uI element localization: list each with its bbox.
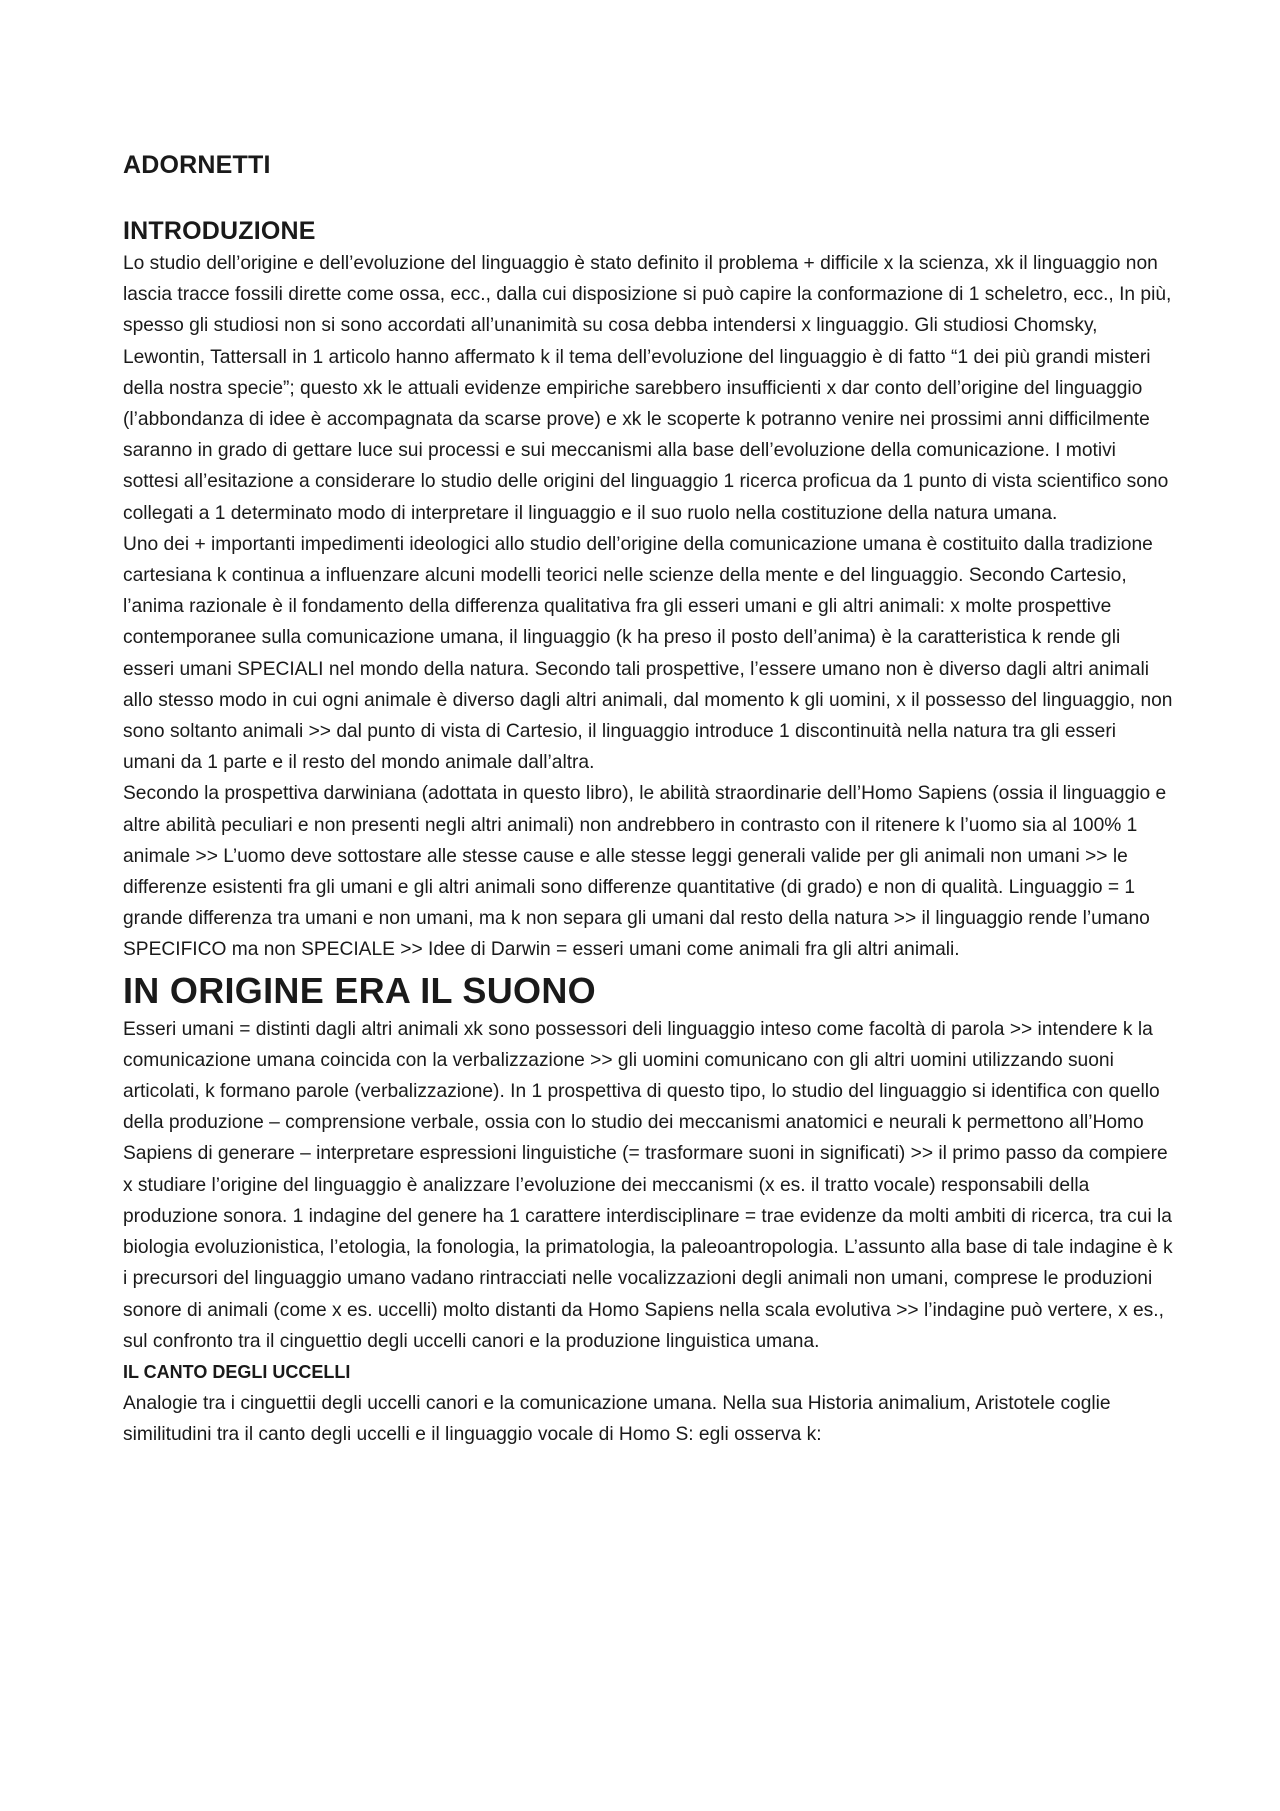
birds-paragraph: Analogie tra i cinguettii degli uccelli canori e la comunicazione umana. Nella sua Historia animalium, Aristotele coglie similitudini tra il canto degli uccelli e il linguaggio vocale di Homo S: egli osserva k:: [123, 1392, 1111, 1446]
origin-paragraph: Esseri umani = distinti dagli altri animali xk sono possessori deli linguaggio inteso come facoltà di parola >> intendere k la comunicazione umana coincida con la verbalizzazione >> gli uomini comunicano con gli altri uomini utilizzando suoni articolati, k formano parole (verbalizzazione). In 1 prospettiva di questo tipo, lo studio del linguaggio si identifica con quello della produzione – comprensione verbale, ossia con lo studio dei meccanismi anatomici e neurali k permettono all’Homo Sapiens di generare – interpretare espressioni linguistiche (= trasformare suoni in significati) >> il primo passo da compiere x studiare l’origine del linguaggio è analizzare l’evoluzione dei meccanismi (x es. il tratto vocale) responsabili della produzione sonora. 1 indagine del genere ha 1 carattere interdisciplinare = trae evidenze da molti ambiti di ricerca, tra cui la biologia evoluzionistica, l’etologia, la fonologia, la primatologia, la paleoantropologia. L’assunto alla base di tale indagine è k i precursori del linguaggio umano vadano rintracciati nelle vocalizzazioni degli animali non umani, comprese le produzioni sonore di animali (come x es. uccelli) molto distanti da Homo Sapiens nella scala evolutiva >> l’indagine può vertere, x es., sul confronto tra il cinguettio degli uccelli canori e la produzione linguistica umana.: [123, 1018, 1173, 1352]
intro-paragraph-3: Secondo la prospettiva darwiniana (adottata in questo libro), le abilità straordinarie dell’Homo Sapiens (ossia il linguaggio e altre abilità peculiari e non presenti negli altri animali) non andrebbero in contrasto con il ritenere k l’uomo sia al 100% 1 animale >> L’uomo deve sottostare alle stesse cause e alle stesse leggi generali valide per gli animali non umani >> le differenze esistenti fra gli umani e gli altri animali sono differenze quantitative (di grado) e non di qualità. Linguaggio = 1 grande differenza tra umani e non umani, ma k non separa gli umani dal resto della natura >> il linguaggio rende l’umano SPECIFICO ma non SPECIALE >> Idee di Darwin = esseri umani come animali fra gli altri animali.: [123, 783, 1167, 961]
section-title-in-origine: IN ORIGINE ERA IL SUONO: [123, 969, 596, 1011]
section-title-introduzione: INTRODUZIONE: [123, 217, 316, 245]
intro-paragraph-1: Lo studio dell’origine e dell’evoluzione del linguaggio è stato definito il problema + difficile x la scienza, xk il linguaggio non lascia tracce fossili dirette come ossa, ecc., dalla cui disposizione si può capire la conformazione di 1 scheletro, ecc., In più, spesso gli studiosi non si sono accordati all’unanimità su cosa debba intendersi x linguaggio. Gli studiosi Chomsky, Lewontin, Tattersall in 1 articolo hanno affermato k il tema dell’evoluzione del linguaggio è di fatto “1 dei più grandi misteri della nostra specie”; questo xk le attuali evidenze empiriche sarebbero insufficienti x dar conto dell’origine del linguaggio (l’abbondanza di idee è accompagnata da scarse prove) e xk le scoperte k potranno venire nei prossimi anni difficilmente saranno in grado di gettare luce sui processi e sui meccanismi alla base dell’evoluzione della comunicazione. I motivi sottesi all’esitazione a considerare lo studio delle origini del linguaggio 1 ricerca proficua da 1 punto di vista scientifico sono collegati a 1 determinato modo di interpretare il linguaggio e il suo ruolo nella costituzione della natura umana.: [123, 253, 1172, 524]
subsection-title-canto-uccelli: IL CANTO DEGLI UCCELLI: [123, 1361, 351, 1382]
intro-paragraph-2: Uno dei + importanti impedimenti ideologici allo studio dell’origine della comunicazione umana è costituito dalla tradizione cartesiana k continua a influenzare alcuni modelli teorici nelle scienze della mente e del linguaggio. Secondo Cartesio, l’anima razionale è il fondamento della differenza qualitativa fra gli esseri umani e gli altri animali: x molte prospettive contemporanee sulla comunicazione umana, il linguaggio (k ha preso il posto dell’anima) è la caratteristica k rende gli esseri umani SPECIALI nel mondo della natura. Secondo tali prospettive, l’essere umano non è diverso dagli altri animali allo stesso modo in cui ogni animale è diverso dagli altri animali, dal momento k gli uomini, x il possesso del linguaggio, non sono soltanto animali >> dal punto di vista di Cartesio, il linguaggio introduce 1 discontinuità nella natura tra gli esseri umani da 1 parte e il resto del mondo animale dall’altra.: [123, 533, 1173, 774]
document-title: ADORNETTI: [123, 151, 271, 179]
document-page: [123, 150, 1173, 1450]
